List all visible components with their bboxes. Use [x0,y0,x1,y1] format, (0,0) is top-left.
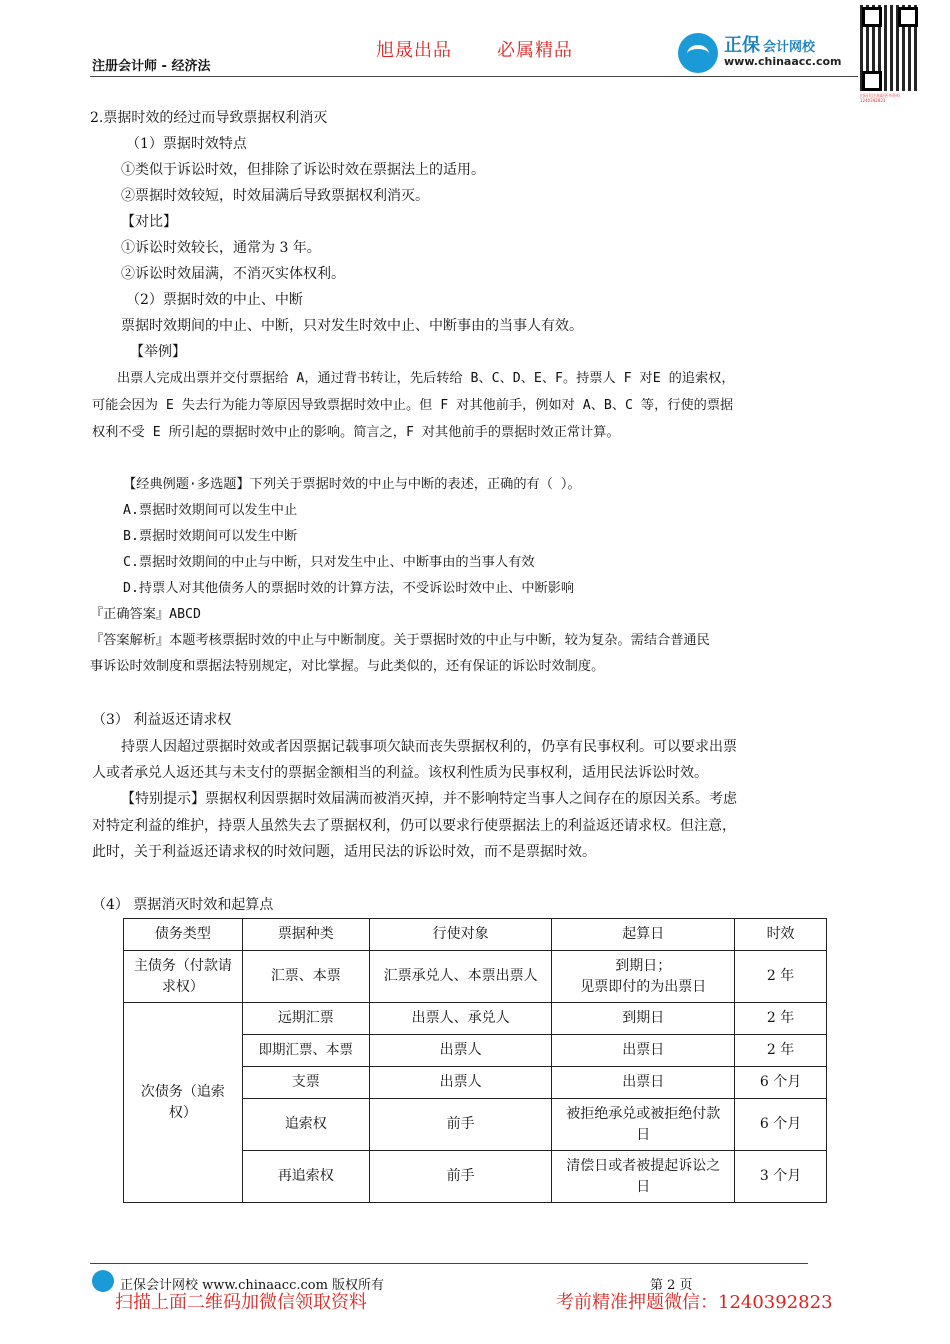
sub2-text: 票据时效期间的中止、中断，只对发生时效中止、中断事由的当事人有效。 [121,318,583,334]
chinaacc-logo [678,31,860,75]
table-cell: 再追索权 [242,1151,369,1203]
example-line: 出票人完成出票并交付票据给 A，通过背书转让，先后转给 B、C、D、E、F。持票人 F 对E 的追索权， [117,371,735,386]
footer-promo-left: 扫描上面二维码加微信领取资料 [115,1292,367,1313]
table-row [124,951,827,1003]
sub3-para2: 【特别提示】票据权利因票据时效届满而被消灭掉，并不影响特定当事人之间存在的原因关系。考虑 [121,791,737,807]
table-cell: 汇票、本票 [242,951,369,1003]
option-a: A.票据时效期间可以发生中止 [123,503,298,518]
table-header-cell: 起算日 [552,919,735,951]
table-cell: 被拒绝承兑或被拒绝付款日 [552,1099,735,1151]
table-cell: 6 个月 [735,1099,827,1151]
question-title: 【经典例题·多选题】下列关于票据时效的中止与中断的表述，正确的有（ ）。 [123,477,581,492]
footer-page-number: 第 2 页 [650,1278,693,1293]
logo-url: www.chinaacc.com [724,55,842,68]
section-title: 2.票据时效的经过而导致票据权利消灭 [90,110,328,126]
table-header-cell: 票据种类 [242,919,369,951]
table-header-cell: 行使对象 [369,919,552,951]
table-cell: 前手 [369,1099,552,1151]
table-cell: 出票日 [552,1067,735,1099]
table-cell: 出票人 [369,1067,552,1099]
table-cell: 主债务（付款请求权） [124,951,243,1003]
footer-promo-right: 考前精准押题微信：1240392823 [556,1292,833,1313]
table-cell: 2 年 [735,1003,827,1035]
table-cell: 出票人 [369,1035,552,1067]
sub3-para2: 此时，关于利益返还请求权的时效问题，适用民法的诉讼时效，而不是票据时效。 [92,844,596,860]
table-cell: 次债务（追索权） [124,1003,243,1203]
table-header-row [124,919,827,951]
table-cell: 远期汇票 [242,1003,369,1035]
table-cell: 到期日； 见票即付的为出票日 [552,951,735,1003]
table-cell: 出票日 [552,1035,735,1067]
sub3-title: （3） 利益返还请求权 [92,712,232,728]
sub1-item1: ①类似于诉讼时效，但排除了诉讼时效在票据法上的适用。 [121,162,485,178]
analysis-line: 事诉讼时效制度和票据法特别规定，对比掌握。与此类似的，还有保证的诉讼时效制度。 [90,659,605,674]
example-line: 权利不受 E 所引起的票据时效中止的影响。简言之，F 对其他前手的票据时效正常计算。 [92,425,620,440]
footer-copyright: 正保会计网校 www.chinaacc.com 版权所有 [120,1278,385,1293]
header-divider [90,76,858,77]
compare-label: 【对比】 [121,214,177,230]
table-cell: 2 年 [735,1035,827,1067]
table-cell: 到期日 [552,1003,735,1035]
table-header-cell: 债务类型 [124,919,243,951]
table-header-cell: 时效 [735,919,827,951]
example-line: 可能会因为 E 失去行为能力等原因导致票据时效中止。但 F 对其他前手，例如对 A、B、C 等，行使的票据 [92,398,734,413]
example-label: 【举例】 [130,344,186,360]
sub3-para1: 持票人因超过票据时效或者因票据记载事项欠缺而丧失票据权利的，仍享有民事权利。可以要求出票 [121,739,737,755]
sub1-item2: ②票据时效较短，时效届满后导致票据权利消灭。 [121,188,429,204]
qr-code-icon [860,5,918,103]
table-row [124,1003,827,1035]
sub4-title: （4） 票据消灭时效和起算点 [92,897,274,913]
table-cell: 6 个月 [735,1067,827,1099]
footer-divider [90,1263,808,1264]
footer-logo-icon [92,1270,114,1292]
sub3-para1: 人或者承兑人返还其与未支付的票据金额相当的利益。该权利性质为民事权利，适用民法诉讼时效。 [92,765,708,781]
table-cell: 支票 [242,1067,369,1099]
table-cell: 追索权 [242,1099,369,1151]
analysis-line: 『答案解析』本题考核票据时效的中止与中断制度。关于票据时效的中止与中断，较为复杂。需结合普通民 [90,633,710,648]
header-slogan-right: 必属精品 [497,40,573,61]
table-cell: 出票人、承兑人 [369,1003,552,1035]
table-cell: 汇票承兑人、本票出票人 [369,951,552,1003]
option-d: D.持票人对其他债务人的票据时效的计算方法，不受诉讼时效中止、中断影响 [123,581,575,596]
table-cell: 清偿日或者被提起诉讼之日 [552,1151,735,1203]
table-cell: 即期汇票、本票 [242,1035,369,1067]
option-c: C.票据时效期间的中止与中断，只对发生中止、中断事由的当事人有效 [123,555,535,570]
logo-emblem-icon [678,33,718,73]
sub3-para2: 对特定利益的维护，持票人虽然失去了票据权利，仍可以要求行使票据法上的利益返还请求权。但注意， [92,818,736,834]
option-b: B.票据时效期间可以发生中断 [123,529,298,544]
table-cell: 3 个月 [735,1151,827,1203]
limitation-table [123,918,827,1203]
table-cell: 2 年 [735,951,827,1003]
logo-name: 正保 会计网校 [724,35,816,56]
compare-item2: ②诉讼时效届满，不消灭实体权利。 [121,266,345,282]
header-slogan-left: 旭晟出品 [376,40,452,61]
sub2-title: （2）票据时效的中止、中断 [126,292,303,308]
table-cell: 前手 [369,1151,552,1203]
sub1-title: （1）票据时效特点 [126,136,247,152]
compare-item1: ①诉讼时效较长，通常为 3 年。 [121,240,321,256]
answer: 『正确答案』ABCD [90,607,201,622]
qr-note: 扫码关注获取更多资料 1240392823 [860,93,900,103]
header-course-title: 注册会计师 - 经济法 [92,59,211,74]
